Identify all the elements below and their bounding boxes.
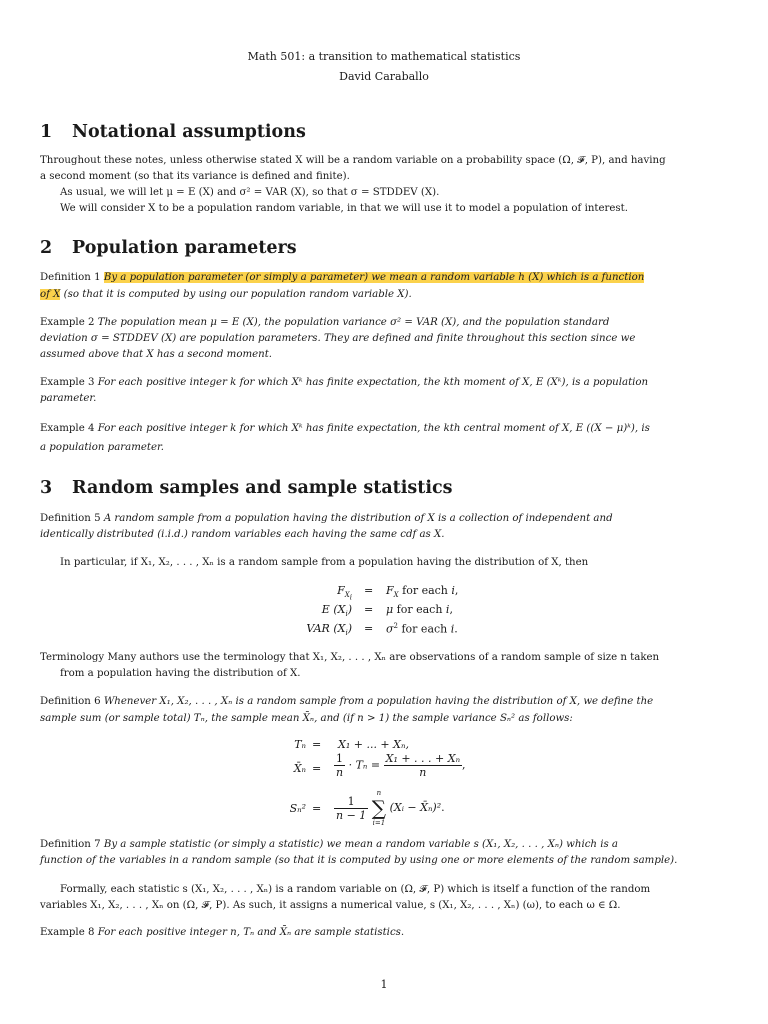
paragraph-line: As usual, we will let μ = E (X) and σ² = VAR (X), so that σ = STDDEV (X). <box>60 187 440 198</box>
summation: n ∑ i=1 <box>371 789 387 827</box>
definition-label: Definition 5 <box>40 513 101 524</box>
fraction: $\frac{1}{n - 1}$ <box>336 794 367 822</box>
eq-lhs: Tₙ <box>294 738 306 751</box>
example-8 <box>40 926 404 940</box>
example-text: parameter. <box>40 393 97 404</box>
eq-op: = <box>312 802 322 815</box>
example-text: assumed above that X has a second moment. <box>40 349 273 360</box>
definition-text: A random sample from a population having the distribution of X is a collection of independent and <box>103 513 613 524</box>
example-2 <box>40 316 609 330</box>
paragraph-line: Formally, each statistic s (X₁, X₂, . . . , Xₙ) is a random variable on (Ω, 𝓕, P) which is itself a function of the random <box>60 884 651 895</box>
section-number: 2 <box>40 238 53 258</box>
terminology-label: Terminology <box>40 652 105 663</box>
document-title: Math 501: a transition to mathematical statistics <box>247 50 521 63</box>
equation-array-a <box>300 584 500 642</box>
example-label: Example 3 <box>40 377 95 388</box>
eq-op: = <box>364 603 374 616</box>
section-number: 1 <box>40 122 53 142</box>
section-heading-3 <box>40 478 453 498</box>
section-title: Random samples and sample statistics <box>72 478 453 498</box>
definition-label: Definition 7 <box>40 839 101 850</box>
definition-text: Whenever X₁, X₂, . . . , Xₙ is a random sample from a population having the distribution of X, we define the <box>103 696 654 707</box>
eq-op: = <box>312 738 322 751</box>
definition-text: sample sum (or sample total) Tₙ, the sample mean X̄ₙ, and (if n > 1) the sample variance Sₙ² as follows: <box>40 713 573 724</box>
paragraph-line: In particular, if X₁, X₂, . . . , Xₙ is a random sample from a population having the distribution of X, then <box>60 557 589 568</box>
paragraph-line: Throughout these notes, unless otherwise stated X will be a random variable on a probability space (Ω, 𝓕, P), and having <box>40 155 666 166</box>
definition-1 <box>40 271 644 285</box>
definition-7 <box>40 838 618 852</box>
eq-op: = <box>364 584 374 597</box>
definition-text: By a sample statistic (or simply a statistic) we mean a random variable s (X₁, X₂, . . . , Xₙ) which is a <box>103 839 619 850</box>
eq-op: = <box>312 762 322 775</box>
section-number: 3 <box>40 478 53 498</box>
eq-rhs: $\frac{1}{n - 1}$ n ∑ i=1 (Xᵢ − X̄ₙ)². <box>336 789 445 827</box>
example-text: For each positive integer k for which Xᵏ has finite expectation, the kth moment of X, E (Xᵏ), is a population <box>97 377 649 388</box>
example-text: a population parameter. <box>40 442 165 453</box>
paragraph-line: We will consider X to be a population random variable, in that we will use it to model a population of interest. <box>60 203 628 214</box>
paragraph-line: variables X₁, X₂, . . . , Xₙ on (Ω, 𝓕, P). As such, it assigns a numerical value, s (X₁, X₂, . . . , Xₙ) (ω), to each ω ∈ Ω. <box>40 900 621 911</box>
definition-text: identically distributed (i.i.d.) random variables each having the same cdf as X. <box>40 529 445 540</box>
definition-label: Definition 6 <box>40 696 101 707</box>
page-number: 1 <box>380 978 388 991</box>
equation-array-b <box>282 738 522 828</box>
example-label: Example 4 <box>40 423 95 434</box>
eq-lhs: X̄ₙ <box>293 762 306 775</box>
terminology-text: from a population having the distribution of X. <box>60 668 301 679</box>
document-author: David Caraballo <box>339 70 429 83</box>
eq-op: = <box>364 622 374 635</box>
eq-rhs: $\sigma^2$ for each i. <box>386 622 458 636</box>
terminology <box>40 651 659 665</box>
eq-rhs: $\frac{1}{n}$ · Tₙ = $\frac{\text{X₁ + . . . + Xₙ}}{n}$ , <box>336 752 466 779</box>
fraction: $\frac{\text{X₁ + . . . + Xₙ}}{n}$ <box>385 752 461 779</box>
highlighted-text: By a population parameter (or simply a parameter) we mean a random variable h (X) which is a function <box>103 272 645 283</box>
definition-1-cont <box>40 288 412 302</box>
definition-label: Definition 1 <box>40 272 101 283</box>
fraction: $\frac{1}{n}$ <box>336 752 344 779</box>
section-title: Notational assumptions <box>72 122 306 142</box>
example-4 <box>40 422 650 436</box>
example-label: Example 8 <box>40 927 95 938</box>
example-text: deviation σ = STDDEV (X) are population parameters. They are defined and finite throughout this section since we <box>40 333 636 344</box>
section-title: Population parameters <box>72 238 297 258</box>
eq-lhs: VAR $(X_i)$ <box>306 622 352 638</box>
example-label: Example 2 <box>40 317 95 328</box>
eq-rhs: μ for each i, <box>386 603 453 616</box>
example-text: For each positive integer k for which Xᵏ has finite expectation, the kth central moment of X, E ((X − μ)ᵏ), is <box>97 423 650 434</box>
highlighted-text: of X <box>40 289 61 300</box>
example-text: The population mean μ = E (X), the population variance σ² = VAR (X), and the population standard <box>97 317 610 328</box>
example-3 <box>40 376 648 390</box>
eq-lhs: E $(X_i)$ <box>321 603 352 619</box>
section-heading-1 <box>40 122 306 142</box>
eq-rhs: $F_X$ for each i, <box>386 584 459 600</box>
eq-lhs: $F_{X_i}$ <box>337 584 352 602</box>
section-heading-2 <box>40 238 297 258</box>
definition-text: function of the variables in a random sample (so that it is computed by using one or more elements of the random sample). <box>40 855 678 866</box>
paragraph-line: a second moment (so that its variance is defined and finite). <box>40 171 350 182</box>
example-text: For each positive integer n, Tₙ and X̄ₙ are sample statistics. <box>97 927 405 938</box>
definition-6 <box>40 695 653 709</box>
terminology-text: Many authors use the terminology that X₁, X₂, . . . , Xₙ are observations of a random sample of size n taken <box>107 652 660 663</box>
definition-text: (so that it is computed by using our population random variable X). <box>63 289 412 300</box>
eq-lhs: Sₙ² <box>289 802 306 815</box>
eq-rhs: X₁ + ... + Xₙ, <box>338 738 409 751</box>
definition-5 <box>40 512 613 526</box>
